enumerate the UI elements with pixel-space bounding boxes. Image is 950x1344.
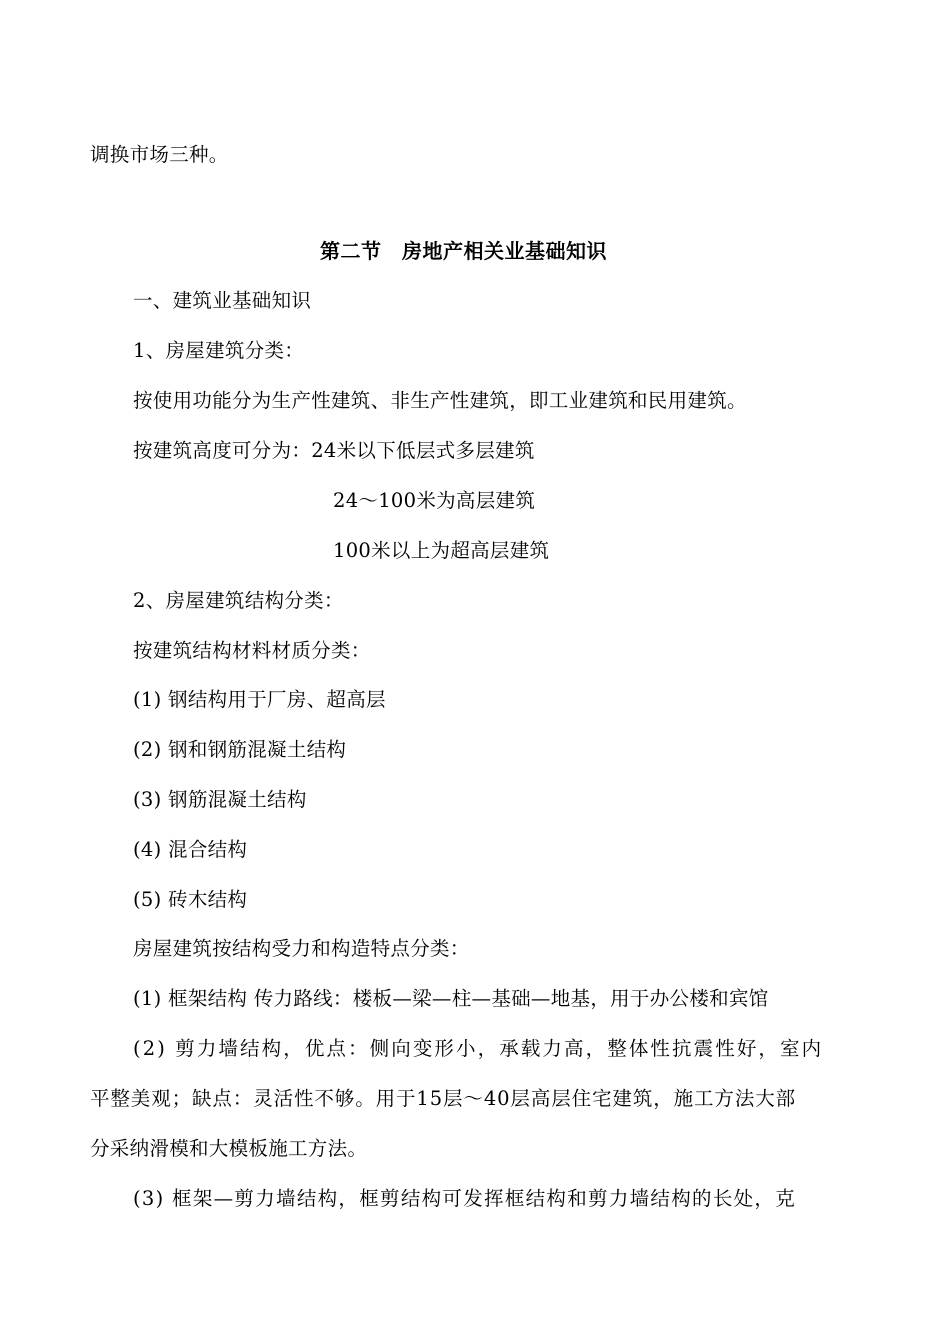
item1-height-high: 100米以上为超高层建筑 bbox=[333, 539, 550, 562]
item1-heading: 1、房屋建筑分类： bbox=[133, 339, 305, 362]
force-item-2-line-1: (2) 剪力墙结构，优点：侧向变形小，承载力高，整体性抗震性好，室内 bbox=[133, 1037, 824, 1060]
item1-height-mid: 24～100米为高层建筑 bbox=[333, 489, 536, 512]
continuation-text: 调换市场三种。 bbox=[90, 143, 229, 166]
force-item-2-line-2: 平整美观；缺点：灵活性不够。用于15层～40层高层住宅建筑，施工方法大部 bbox=[90, 1087, 797, 1110]
item1-usage-text: 按使用功能分为生产性建筑、非生产性建筑，即工业建筑和民用建筑。 bbox=[133, 389, 747, 412]
item2-material-intro: 按建筑结构材料材质分类： bbox=[133, 639, 371, 662]
section-title: 第二节 房地产相关业基础知识 bbox=[320, 239, 607, 263]
force-item-1: (1) 框架结构 传力路线：楼板—梁—柱—基础—地基，用于办公楼和宾馆 bbox=[133, 987, 769, 1010]
material-item: (1) 钢结构用于厂房、超高层 bbox=[133, 688, 386, 711]
material-item: (5) 砖木结构 bbox=[133, 888, 248, 911]
force-intro: 房屋建筑按结构受力和构造特点分类： bbox=[133, 937, 470, 960]
item2-heading: 2、房屋建筑结构分类： bbox=[133, 589, 344, 612]
part-one-heading: 一、建筑业基础知识 bbox=[133, 289, 312, 312]
material-item: (4) 混合结构 bbox=[133, 838, 248, 861]
force-item-3-line-1: (3) 框架—剪力墙结构，框剪结构可发挥框结构和剪力墙结构的长处，克 bbox=[133, 1187, 797, 1210]
item1-height-intro: 按建筑高度可分为：24米以下低层式多层建筑 bbox=[133, 439, 535, 462]
material-item: (3) 钢筋混凝土结构 bbox=[133, 788, 307, 811]
material-item: (2) 钢和钢筋混凝土结构 bbox=[133, 738, 347, 761]
force-item-2-line-3: 分采纳滑模和大模板施工方法。 bbox=[90, 1137, 368, 1160]
